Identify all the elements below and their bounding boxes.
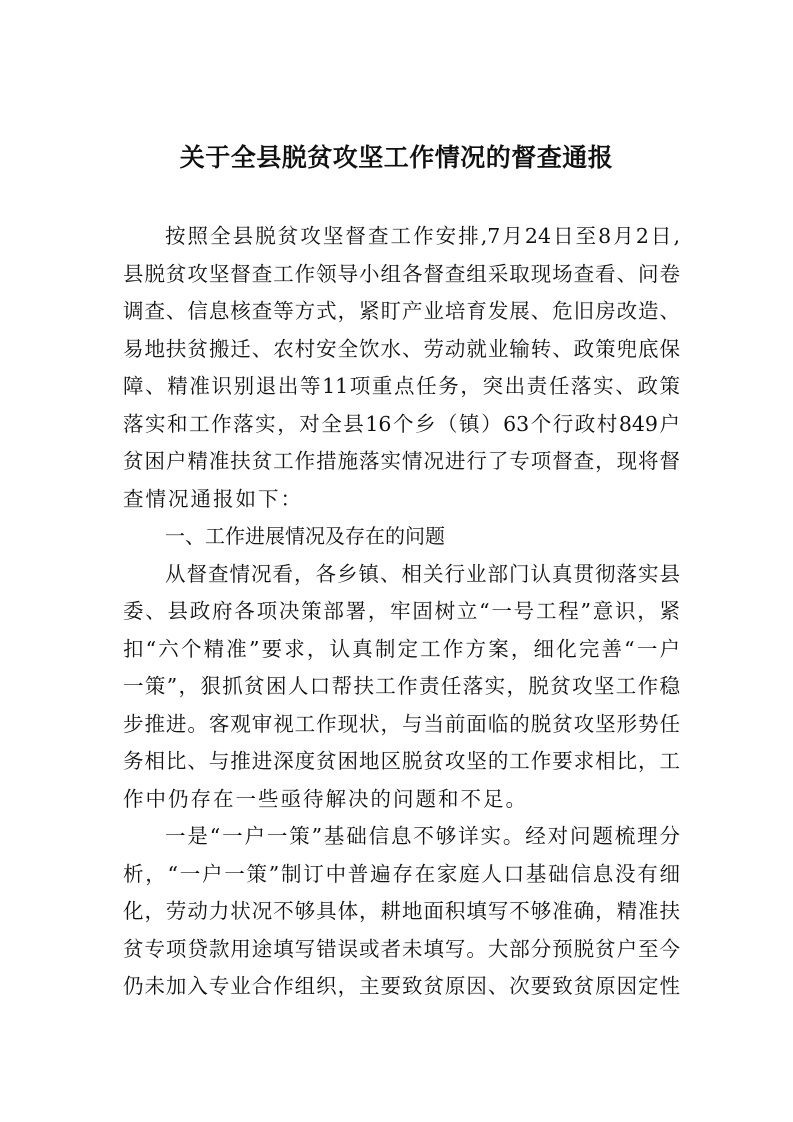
text-line: 县脱贫攻坚督查工作领导小组各督查组采取现场查看、问卷 <box>123 261 680 286</box>
section-heading: 一、工作进展情况及存在的问题 <box>165 524 445 548</box>
text-line: 委、县政府各项决策部署，牢固树立“一号工程”意识，紧 <box>123 599 680 623</box>
text-line: 易地扶贫搬迁、农村安全饮水、劳动就业输转、政策兜底保 <box>123 336 680 361</box>
paragraph-intro <box>123 218 680 518</box>
text-line: 步推进。客观审视工作现状，与当前面临的脱贫攻坚形势任 <box>123 711 680 736</box>
text-line: 从督查情况看，各乡镇、相关行业部门认真贯彻落实县 <box>165 561 680 586</box>
text-line: 一是“一户一策”基础信息不够详实。经对问题梳理分 <box>165 824 680 848</box>
text-line: 一策”，狠抓贫困人口帮扶工作责任落实，脱贫攻坚工作稳 <box>123 674 680 698</box>
text-line: 贫专项贷款用途填写错误或者未填写。大部分预脱贫户至今 <box>123 936 680 961</box>
text-line: 查情况通报如下： <box>123 486 303 511</box>
paragraph-overview <box>123 556 680 819</box>
document-title: 关于全县脱贫攻坚工作情况的督查通报 <box>179 143 614 172</box>
text-line: 落实和工作落实，对全县16个乡（镇）63个行政村849户 <box>123 411 680 436</box>
paragraph-issue-one <box>123 818 680 1006</box>
text-line: 障、精准识别退出等11项重点任务，突出责任落实、政策 <box>123 374 680 398</box>
text-line: 调查、信息核查等方式，紧盯产业培育发展、危旧房改造、 <box>123 299 680 323</box>
text-line: 贫困户精准扶贫工作措施落实情况进行了专项督查，现将督 <box>123 449 680 473</box>
text-line: 化，劳动力状况不够具体，耕地面积填写不够准确，精准扶 <box>123 899 680 923</box>
text-line: 仍未加入专业合作组织，主要致贫原因、次要致贫原因定性 <box>123 974 680 998</box>
text-line: 按照全县脱贫攻坚督查工作安排,7月24日至8月2日, <box>165 224 680 248</box>
text-line: 作中仍存在一些亟待解决的问题和不足。 <box>123 786 528 811</box>
document-body <box>123 218 680 1006</box>
text-line: 扣“六个精准”要求，认真制定工作方案，细化完善“一户 <box>123 636 680 661</box>
text-line: 析，“一户一策”制订中普遍存在家庭人口基础信息没有细 <box>123 861 680 886</box>
text-line: 务相比、与推进深度贫困地区脱贫攻坚的工作要求相比，工 <box>123 749 680 773</box>
